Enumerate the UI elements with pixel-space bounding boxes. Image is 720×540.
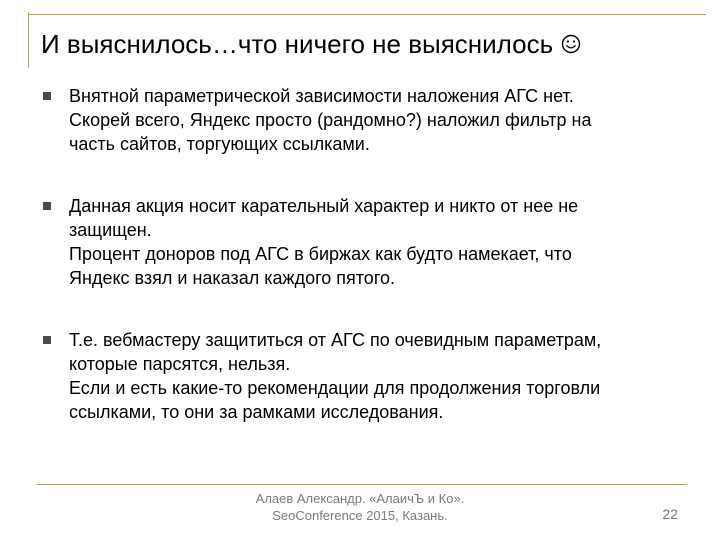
bullet-line: защищен. [69, 220, 152, 240]
bullet-line: Внятной параметрической зависимости наложения АГС нет. [69, 86, 574, 106]
bullet-line: Скорей всего, Яндекс просто (рандомно?) наложил фильтр на [69, 110, 592, 130]
footer-event: SeoConference 2015, Казань. [272, 508, 448, 523]
square-bullet-icon [43, 92, 51, 100]
smiley-face-icon [561, 33, 581, 55]
footer-credit [200, 490, 520, 524]
bullet-line: Яндекс взял и наказал каждого пятого. [69, 268, 395, 288]
footer-rule [37, 484, 687, 485]
bullet-item [40, 328, 680, 424]
bullet-text [69, 84, 680, 156]
square-bullet-icon [43, 202, 51, 210]
square-bullet-icon [43, 336, 51, 344]
slide-title-text: И выяснилось…что ничего не выяснилось [41, 29, 554, 59]
bullet-line: Процент доноров под АГС в биржах как будто намекает, что [69, 244, 572, 264]
bullet-line: Если и есть какие-то рекомендации для продолжения торговли [69, 378, 601, 398]
footer-author: Алаев Александр. «АлаичЪ и Ко». [255, 491, 465, 506]
bullet-line: Т.е. вебмастеру защититься от АГС по очевидным параметрам, [69, 330, 602, 350]
bullet-list [40, 84, 680, 462]
bullet-item [40, 84, 680, 156]
bullet-line: Данная акция носит карательный характер и никто от нее не [69, 196, 579, 216]
bullet-line: часть сайтов, торгующих ссылками. [69, 134, 370, 154]
slide-title [41, 28, 701, 60]
bullet-line: ссылками, то они за рамками исследования. [69, 402, 444, 422]
bullet-text [69, 328, 680, 424]
title-horizontal-rule [28, 14, 706, 15]
page-number: 22 [662, 506, 678, 522]
bullet-text [69, 194, 680, 290]
title-vertical-rule [28, 12, 29, 68]
bullet-item [40, 194, 680, 290]
bullet-line: которые парсятся, нельзя. [69, 354, 291, 374]
